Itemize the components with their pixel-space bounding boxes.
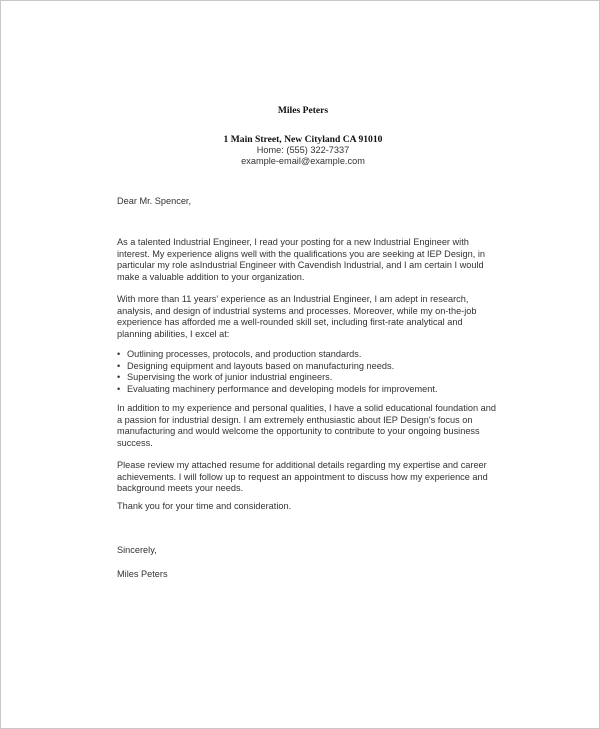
paragraph-experience: With more than 11 years' experience as an Industrial Engineer, I am adept in research, analysis, and design of industrial systems and processes. Moreover, while my on-the-job experience has afforded me a well-rounded skill set, including first-rate analytical and planning abilities, I excel at: bbox=[117, 294, 477, 339]
paragraph-thanks: Thank you for your time and consideration. bbox=[117, 501, 292, 511]
sender-email: example-email@example.com bbox=[241, 156, 365, 166]
paragraph-intro: As a talented Industrial Engineer, I read your posting for a new Industrial Engineer with interest. My experience aligns well with the qualifications you are seeking at IEP Design, in particular my role asIndustrial Engineer with Cavendish Industrial, and I am certain I would make a valuable addition to your organization. bbox=[117, 237, 486, 282]
closing: Sincerely, bbox=[117, 545, 157, 555]
list-item bbox=[117, 372, 438, 384]
sender-address: 1 Main Street, New Cityland CA 91010 bbox=[223, 134, 383, 145]
list-item bbox=[117, 349, 438, 361]
sender-phone: Home: (555) 322-7337 bbox=[256, 145, 350, 155]
sender-name: Miles Peters bbox=[277, 105, 329, 116]
list-item-text: Designing equipment and layouts based on manufacturing needs. bbox=[127, 360, 395, 371]
signature-name: Miles Peters bbox=[117, 569, 168, 579]
salutation: Dear Mr. Spencer, bbox=[117, 196, 192, 206]
list-item bbox=[117, 361, 438, 373]
list-item-text: Outlining processes, protocols, and production standards. bbox=[127, 349, 362, 359]
bullet-icon: • bbox=[117, 383, 121, 394]
paragraph-education: In addition to my experience and personal qualities, I have a solid educational foundation and a passion for industrial design. I am extremely enthusiastic about IEP Design's focus on manufacturing and would welcome the opportunity to contribute to your ongoing business success. bbox=[117, 403, 496, 448]
bullet-icon: • bbox=[117, 349, 121, 359]
list-item-text: Supervising the work of junior industrial engineers. bbox=[127, 372, 333, 382]
list-item-text: Evaluating machinery performance and developing models for improvement. bbox=[127, 383, 438, 394]
bullet-icon: • bbox=[117, 372, 121, 382]
bullet-icon: • bbox=[117, 360, 121, 371]
skills-list bbox=[117, 349, 438, 395]
paragraph-resume: Please review my attached resume for additional details regarding my expertise and career achievements. I will follow up to request an appointment to discuss how my experience and background meets your needs. bbox=[117, 460, 488, 493]
list-item bbox=[117, 384, 438, 396]
